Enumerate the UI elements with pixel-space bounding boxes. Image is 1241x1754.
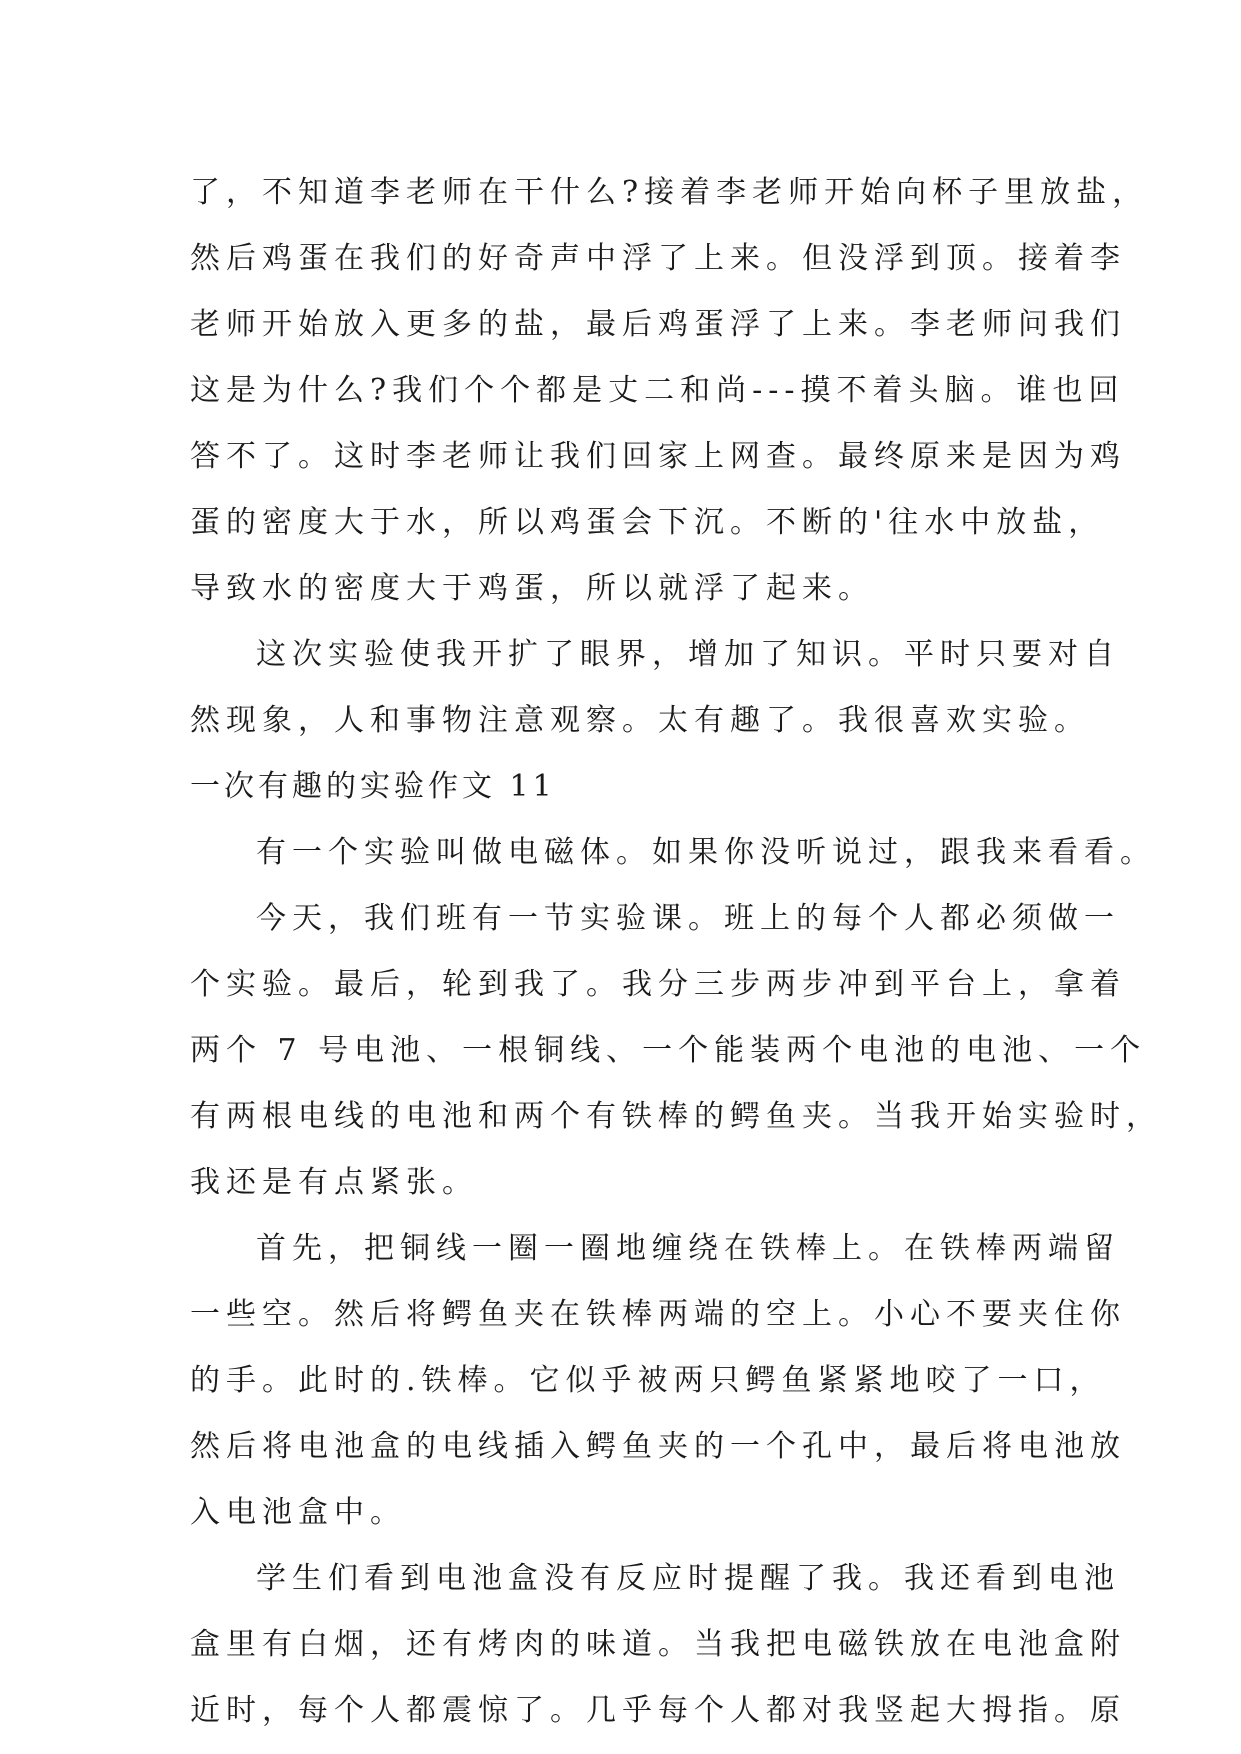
text-line: 两个 7 号电池、一根铜线、一个能装两个电池的电池、一个: [190, 1033, 1147, 1068]
text-line: 蛋的密度大于水，所以鸡蛋会下沉。不断的'往水中放盐，: [190, 505, 1105, 540]
text-line: 有两根电线的电池和两个有铁棒的鳄鱼夹。当我开始实验时，: [190, 1099, 1162, 1134]
text-line: 导致水的密度大于鸡蛋，所以就浮了起来。: [190, 571, 874, 606]
text-line: 的手。此时的.铁棒。它似乎被两只鳄鱼紧紧地咬了一口，: [190, 1363, 1106, 1398]
text-line: 入电池盒中。: [190, 1495, 406, 1530]
text-line: 一些空。然后将鳄鱼夹在铁棒两端的空上。小心不要夹住你: [190, 1297, 1126, 1332]
text-line: 然后鸡蛋在我们的好奇声中浮了上来。但没浮到顶。接着李: [190, 241, 1126, 276]
text-line: 这是为什么?我们个个都是丈二和尚---摸不着头脑。谁也回: [190, 373, 1125, 408]
text-line: 我还是有点紧张。: [190, 1165, 478, 1200]
text-line: 了，不知道李老师在干什么?接着李老师开始向杯子里放盐，: [190, 175, 1149, 210]
section-heading: 一次有趣的实验作文 11: [190, 769, 556, 804]
text-line: 然后将电池盒的电线插入鳄鱼夹的一个孔中，最后将电池放: [190, 1429, 1126, 1464]
text-line: 近时，每个人都震惊了。几乎每个人都对我竖起大拇指。原: [190, 1693, 1126, 1728]
text-line: 个实验。最后，轮到我了。我分三步两步冲到平台上，拿着: [190, 967, 1126, 1002]
text-line: 首先，把铜线一圈一圈地缠绕在铁棒上。在铁棒两端留: [256, 1231, 1120, 1266]
text-line: 盒里有白烟，还有烤肉的味道。当我把电磁铁放在电池盒附: [190, 1627, 1126, 1662]
text-line: 学生们看到电池盒没有反应时提醒了我。我还看到电池: [256, 1561, 1120, 1596]
document-page: [190, 160, 1162, 1744]
text-line: 然现象，人和事物注意观察。太有趣了。我很喜欢实验。: [190, 703, 1090, 738]
text-line: 答不了。这时李老师让我们回家上网查。最终原来是因为鸡: [190, 439, 1126, 474]
text-line: 这次实验使我开扩了眼界，增加了知识。平时只要对自: [256, 637, 1120, 672]
text-line: 老师开始放入更多的盐，最后鸡蛋浮了上来。李老师问我们: [190, 307, 1126, 342]
text-line: 今天，我们班有一节实验课。班上的每个人都必须做一: [256, 901, 1120, 936]
text-line: 有一个实验叫做电磁体。如果你没听说过，跟我来看看。: [256, 835, 1156, 870]
